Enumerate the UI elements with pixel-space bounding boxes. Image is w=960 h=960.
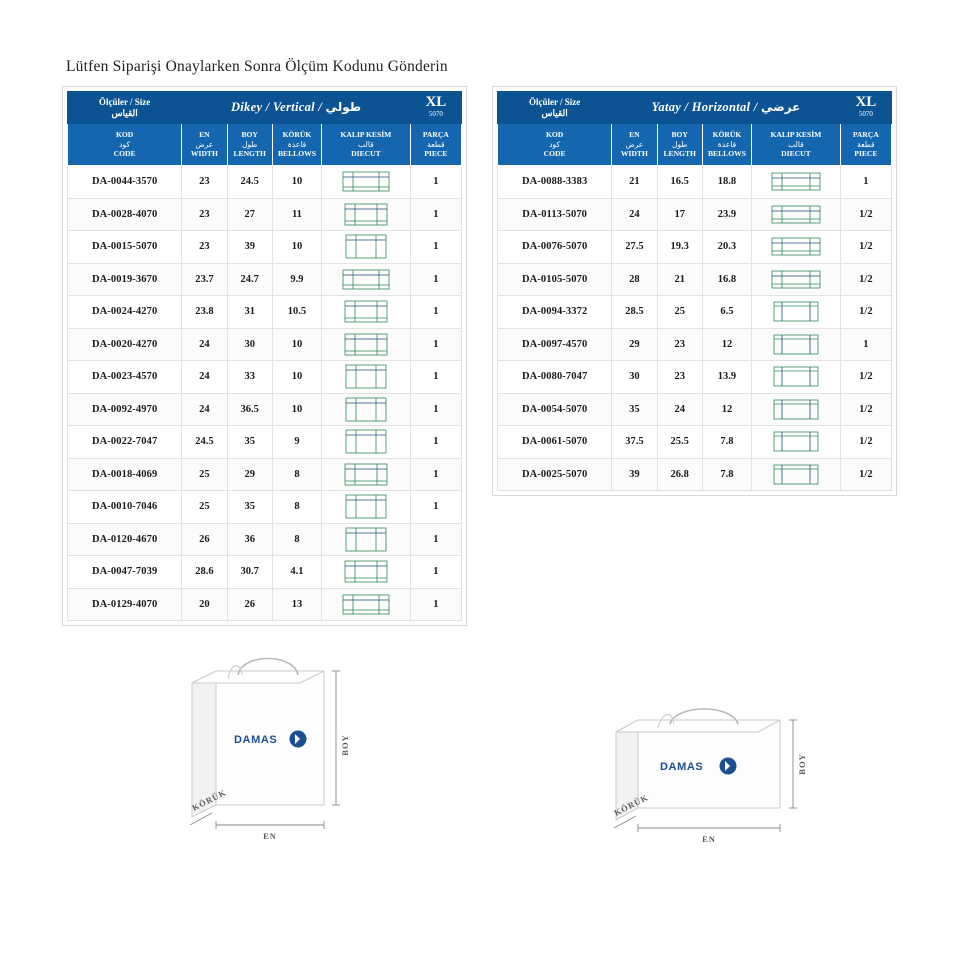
cell-code: DA-0022-7047 [68, 426, 182, 459]
vertical-bag-drawing [176, 655, 396, 855]
table-row[interactable] [498, 458, 892, 491]
banner-size-xl: XL [855, 94, 877, 110]
cell-diecut-preview [752, 393, 841, 426]
col-bellows-l2: قاعدة [287, 139, 307, 149]
cell-code: DA-0080-7047 [498, 361, 612, 394]
cell-piece: 1/2 [840, 296, 891, 329]
table-row[interactable] [68, 328, 462, 361]
cell-code: DA-0015-5070 [68, 231, 182, 264]
table-banner [498, 92, 892, 124]
col-diecut-l2: قالب [788, 139, 804, 149]
cell-bellows: 8 [272, 458, 321, 491]
dim-label-en: EN [702, 834, 716, 844]
column-header-code [498, 124, 612, 166]
cell-diecut-preview [322, 458, 411, 491]
column-header-width [612, 124, 657, 166]
cell-diecut-preview [752, 198, 841, 231]
cell-bellows: 10 [272, 328, 321, 361]
cell-bellows: 7.8 [702, 426, 751, 459]
cell-bellows: 8 [272, 523, 321, 556]
cell-diecut-preview [752, 263, 841, 296]
cell-bellows: 6.5 [702, 296, 751, 329]
col-bellows-l1: KÖRÜK [712, 129, 742, 139]
figure-vertical-bag [176, 655, 396, 855]
table-row[interactable] [68, 231, 462, 264]
cell-code: DA-0120-4670 [68, 523, 182, 556]
cell-piece: 1 [410, 166, 461, 199]
col-piece-l3: PIECE [854, 149, 878, 159]
cell-length: 35 [227, 426, 272, 459]
cell-length: 30 [227, 328, 272, 361]
cell-length: 17 [657, 198, 702, 231]
cell-width: 23.7 [182, 263, 227, 296]
col-piece-l1: PARÇA [852, 129, 879, 139]
cell-length: 16.5 [657, 166, 702, 199]
cell-width: 29 [612, 328, 657, 361]
column-header-piece [410, 124, 461, 166]
table-row[interactable] [68, 361, 462, 394]
cell-piece: 1 [410, 491, 461, 524]
cell-length: 27 [227, 198, 272, 231]
cell-length: 26.8 [657, 458, 702, 491]
cell-diecut-preview [322, 231, 411, 264]
banner-size-line2: القياس [111, 107, 138, 118]
column-header-diecut [322, 124, 411, 166]
cell-bellows: 10 [272, 166, 321, 199]
col-diecut-l2: قالب [358, 139, 374, 149]
cell-bellows: 13 [272, 588, 321, 621]
cell-bellows: 8 [272, 491, 321, 524]
col-piece-l1: PARÇA [422, 129, 449, 139]
col-piece-l2: قطعة [427, 139, 445, 149]
cell-diecut-preview [322, 393, 411, 426]
col-piece-l2: قطعة [857, 139, 875, 149]
table-row[interactable] [498, 426, 892, 459]
cell-code: DA-0024-4270 [68, 296, 182, 329]
banner-orientation-text: Dikey / Vertical / [230, 100, 323, 114]
dim-label-en: EN [263, 831, 277, 841]
cell-width: 25 [182, 458, 227, 491]
cell-piece: 1 [410, 361, 461, 394]
cell-piece: 1/2 [840, 393, 891, 426]
col-diecut-l3: DIECUT [781, 149, 811, 159]
table-row[interactable] [498, 296, 892, 329]
cell-bellows: 10 [272, 393, 321, 426]
cell-length: 31 [227, 296, 272, 329]
cell-diecut-preview [322, 328, 411, 361]
table-row[interactable] [498, 166, 892, 199]
cell-width: 27.5 [612, 231, 657, 264]
column-header-piece [840, 124, 891, 166]
cell-bellows: 18.8 [702, 166, 751, 199]
cell-piece: 1/2 [840, 361, 891, 394]
cell-length: 24.7 [227, 263, 272, 296]
cell-bellows: 9.9 [272, 263, 321, 296]
cell-diecut-preview [752, 231, 841, 264]
banner-size-code: 5070 [858, 110, 873, 118]
table-row[interactable] [68, 263, 462, 296]
cell-length: 39 [227, 231, 272, 264]
cell-code: DA-0088-3383 [498, 166, 612, 199]
cell-width: 24 [612, 198, 657, 231]
cell-code: DA-0094-3372 [498, 296, 612, 329]
col-diecut-l3: DIECUT [351, 149, 381, 159]
cell-length: 25 [657, 296, 702, 329]
cell-code: DA-0028-4070 [68, 198, 182, 231]
table-row[interactable] [68, 296, 462, 329]
banner-orientation-arabic: طولي [325, 100, 362, 114]
cell-piece: 1/2 [840, 458, 891, 491]
table-row[interactable] [68, 491, 462, 524]
cell-length: 30.7 [227, 556, 272, 589]
cell-piece: 1 [410, 328, 461, 361]
table-row[interactable] [68, 198, 462, 231]
cell-diecut-preview [322, 198, 411, 231]
col-length-l3: LENGTH [233, 149, 266, 159]
table-row[interactable] [68, 166, 462, 199]
banner-size-badge [840, 92, 891, 124]
col-diecut-l1: KALIP KESİM [340, 129, 392, 139]
cell-piece: 1 [410, 296, 461, 329]
cell-bellows: 16.8 [702, 263, 751, 296]
dim-label-boy: BOY [340, 734, 350, 756]
cell-piece: 1 [410, 588, 461, 621]
cell-width: 24 [182, 393, 227, 426]
cell-length: 35 [227, 491, 272, 524]
col-width-l1: EN [629, 129, 640, 139]
cell-diecut-preview [322, 296, 411, 329]
cell-bellows: 23.9 [702, 198, 751, 231]
cell-piece: 1 [410, 263, 461, 296]
table-row[interactable] [498, 198, 892, 231]
table-row[interactable] [498, 361, 892, 394]
cell-width: 30 [612, 361, 657, 394]
cell-code: DA-0061-5070 [498, 426, 612, 459]
size-table-horizontal [492, 86, 897, 496]
cell-width: 39 [612, 458, 657, 491]
cell-code: DA-0047-7039 [68, 556, 182, 589]
col-code-l2: كود [119, 139, 131, 149]
table-row[interactable] [498, 393, 892, 426]
col-code-l3: CODE [543, 149, 566, 159]
page-title: Lütfen Siparişi Onaylarken Sonra Ölçüm Kodunu Gönderin [66, 58, 448, 75]
cell-bellows: 10 [272, 361, 321, 394]
cell-width: 24.5 [182, 426, 227, 459]
table-body-vertical [68, 166, 462, 621]
cell-length: 21 [657, 263, 702, 296]
cell-diecut-preview [752, 166, 841, 199]
banner-size-line2: القياس [541, 107, 568, 118]
cell-diecut-preview [322, 361, 411, 394]
cell-piece: 1/2 [840, 198, 891, 231]
dim-label-koruk: KÖRÜK [612, 792, 650, 818]
column-header-bellows [272, 124, 321, 166]
cell-code: DA-0044-3570 [68, 166, 182, 199]
cell-width: 23 [182, 231, 227, 264]
col-code-l1: KOD [545, 129, 564, 139]
col-length-l2: طول [241, 139, 258, 149]
cell-code: DA-0010-7046 [68, 491, 182, 524]
cell-piece: 1 [410, 426, 461, 459]
cell-length: 26 [227, 588, 272, 621]
cell-bellows: 10.5 [272, 296, 321, 329]
banner-orientation-arabic: عرضي [760, 100, 801, 114]
dim-label-koruk: KÖRÜK [190, 787, 228, 813]
banner-orientation [612, 92, 840, 124]
cell-bellows: 4.1 [272, 556, 321, 589]
dim-label-boy: BOY [797, 753, 807, 775]
col-bellows-l2: قاعدة [717, 139, 737, 149]
cell-width: 28.6 [182, 556, 227, 589]
cell-diecut-preview [322, 263, 411, 296]
banner-orientation [182, 92, 410, 124]
cell-code: DA-0076-5070 [498, 231, 612, 264]
cell-width: 20 [182, 588, 227, 621]
banner-size-line1: Ölçüler / Size [528, 96, 581, 107]
cell-length: 36 [227, 523, 272, 556]
col-bellows-l3: BELLOWS [277, 149, 316, 159]
cell-width: 24 [182, 328, 227, 361]
cell-diecut-preview [322, 523, 411, 556]
cell-diecut-preview [322, 166, 411, 199]
column-header-bellows [702, 124, 751, 166]
figure-horizontal-bag [600, 700, 840, 860]
col-length-l3: LENGTH [663, 149, 696, 159]
cell-code: DA-0018-4069 [68, 458, 182, 491]
col-code-l2: كود [549, 139, 561, 149]
table-row[interactable] [498, 231, 892, 264]
size-table-vertical [62, 86, 467, 626]
cell-code: DA-0092-4970 [68, 393, 182, 426]
cell-width: 24 [182, 361, 227, 394]
table-row[interactable] [68, 458, 462, 491]
column-header-diecut [752, 124, 841, 166]
col-length-l1: BOY [241, 129, 258, 139]
cell-width: 37.5 [612, 426, 657, 459]
table-row[interactable] [68, 588, 462, 621]
banner-size-badge [410, 92, 461, 124]
banner-size-line1: Ölçüler / Size [98, 96, 151, 107]
cell-code: DA-0113-5070 [498, 198, 612, 231]
col-diecut-l1: KALIP KESİM [770, 129, 822, 139]
cell-piece: 1/2 [840, 231, 891, 264]
cell-diecut-preview [322, 491, 411, 524]
col-piece-l3: PIECE [424, 149, 448, 159]
cell-diecut-preview [752, 361, 841, 394]
cell-code: DA-0097-4570 [498, 328, 612, 361]
cell-piece: 1 [410, 523, 461, 556]
banner-size-label [498, 92, 612, 124]
col-bellows-l3: BELLOWS [707, 149, 746, 159]
bag-logo-text: DAMAS [234, 734, 278, 746]
table-row[interactable] [68, 426, 462, 459]
cell-piece: 1/2 [840, 426, 891, 459]
cell-bellows: 9 [272, 426, 321, 459]
cell-code: DA-0054-5070 [498, 393, 612, 426]
cell-bellows: 20.3 [702, 231, 751, 264]
column-header-length [657, 124, 702, 166]
cell-width: 35 [612, 393, 657, 426]
table-row[interactable] [68, 523, 462, 556]
column-header-length [227, 124, 272, 166]
column-header-code [68, 124, 182, 166]
col-width-l3: WIDTH [190, 149, 218, 159]
cell-code: DA-0025-5070 [498, 458, 612, 491]
cell-bellows: 12 [702, 328, 751, 361]
table-row[interactable] [498, 263, 892, 296]
column-header-width [182, 124, 227, 166]
banner-size-label [68, 92, 182, 124]
cell-length: 23 [657, 361, 702, 394]
cell-piece: 1 [410, 556, 461, 589]
cell-width: 23.8 [182, 296, 227, 329]
cell-length: 23 [657, 328, 702, 361]
cell-bellows: 7.8 [702, 458, 751, 491]
cell-diecut-preview [322, 556, 411, 589]
cell-piece: 1 [410, 231, 461, 264]
cell-bellows: 10 [272, 231, 321, 264]
cell-width: 23 [182, 198, 227, 231]
col-width-l3: WIDTH [620, 149, 648, 159]
table-body-horizontal [498, 166, 892, 491]
cell-length: 25.5 [657, 426, 702, 459]
cell-bellows: 11 [272, 198, 321, 231]
cell-length: 24.5 [227, 166, 272, 199]
cell-length: 24 [657, 393, 702, 426]
col-width-l1: EN [199, 129, 210, 139]
col-width-l2: عرض [625, 139, 644, 149]
cell-code: DA-0020-4270 [68, 328, 182, 361]
cell-code: DA-0023-4570 [68, 361, 182, 394]
cell-piece: 1 [410, 198, 461, 231]
cell-piece: 1 [840, 328, 891, 361]
banner-size-xl: XL [425, 94, 447, 110]
cell-bellows: 13.9 [702, 361, 751, 394]
table-row[interactable] [498, 328, 892, 361]
cell-code: DA-0019-3670 [68, 263, 182, 296]
cell-piece: 1 [410, 458, 461, 491]
col-code-l1: KOD [115, 129, 134, 139]
cell-width: 23 [182, 166, 227, 199]
table [497, 91, 892, 491]
cell-diecut-preview [322, 588, 411, 621]
col-bellows-l1: KÖRÜK [282, 129, 312, 139]
cell-code: DA-0129-4070 [68, 588, 182, 621]
cell-width: 25 [182, 491, 227, 524]
table [67, 91, 462, 621]
cell-diecut-preview [752, 458, 841, 491]
col-length-l2: طول [671, 139, 688, 149]
banner-orientation-text: Yatay / Horizontal / [651, 100, 758, 114]
cell-length: 29 [227, 458, 272, 491]
col-code-l3: CODE [113, 149, 136, 159]
table-row[interactable] [68, 556, 462, 589]
cell-bellows: 12 [702, 393, 751, 426]
cell-piece: 1 [840, 166, 891, 199]
table-row[interactable] [68, 393, 462, 426]
cell-piece: 1 [410, 393, 461, 426]
table-header-row [68, 124, 462, 166]
cell-width: 28 [612, 263, 657, 296]
cell-length: 33 [227, 361, 272, 394]
cell-piece: 1/2 [840, 263, 891, 296]
banner-size-code: 5070 [428, 110, 443, 118]
cell-code: DA-0105-5070 [498, 263, 612, 296]
cell-length: 19.3 [657, 231, 702, 264]
col-width-l2: عرض [195, 139, 214, 149]
table-banner [68, 92, 462, 124]
bag-logo-text: DAMAS [660, 761, 704, 773]
cell-length: 36.5 [227, 393, 272, 426]
col-length-l1: BOY [671, 129, 688, 139]
horizontal-bag-drawing [600, 700, 840, 860]
cell-width: 28.5 [612, 296, 657, 329]
cell-diecut-preview [752, 328, 841, 361]
cell-width: 21 [612, 166, 657, 199]
table-header-row [498, 124, 892, 166]
cell-width: 26 [182, 523, 227, 556]
cell-diecut-preview [322, 426, 411, 459]
cell-diecut-preview [752, 296, 841, 329]
cell-diecut-preview [752, 426, 841, 459]
